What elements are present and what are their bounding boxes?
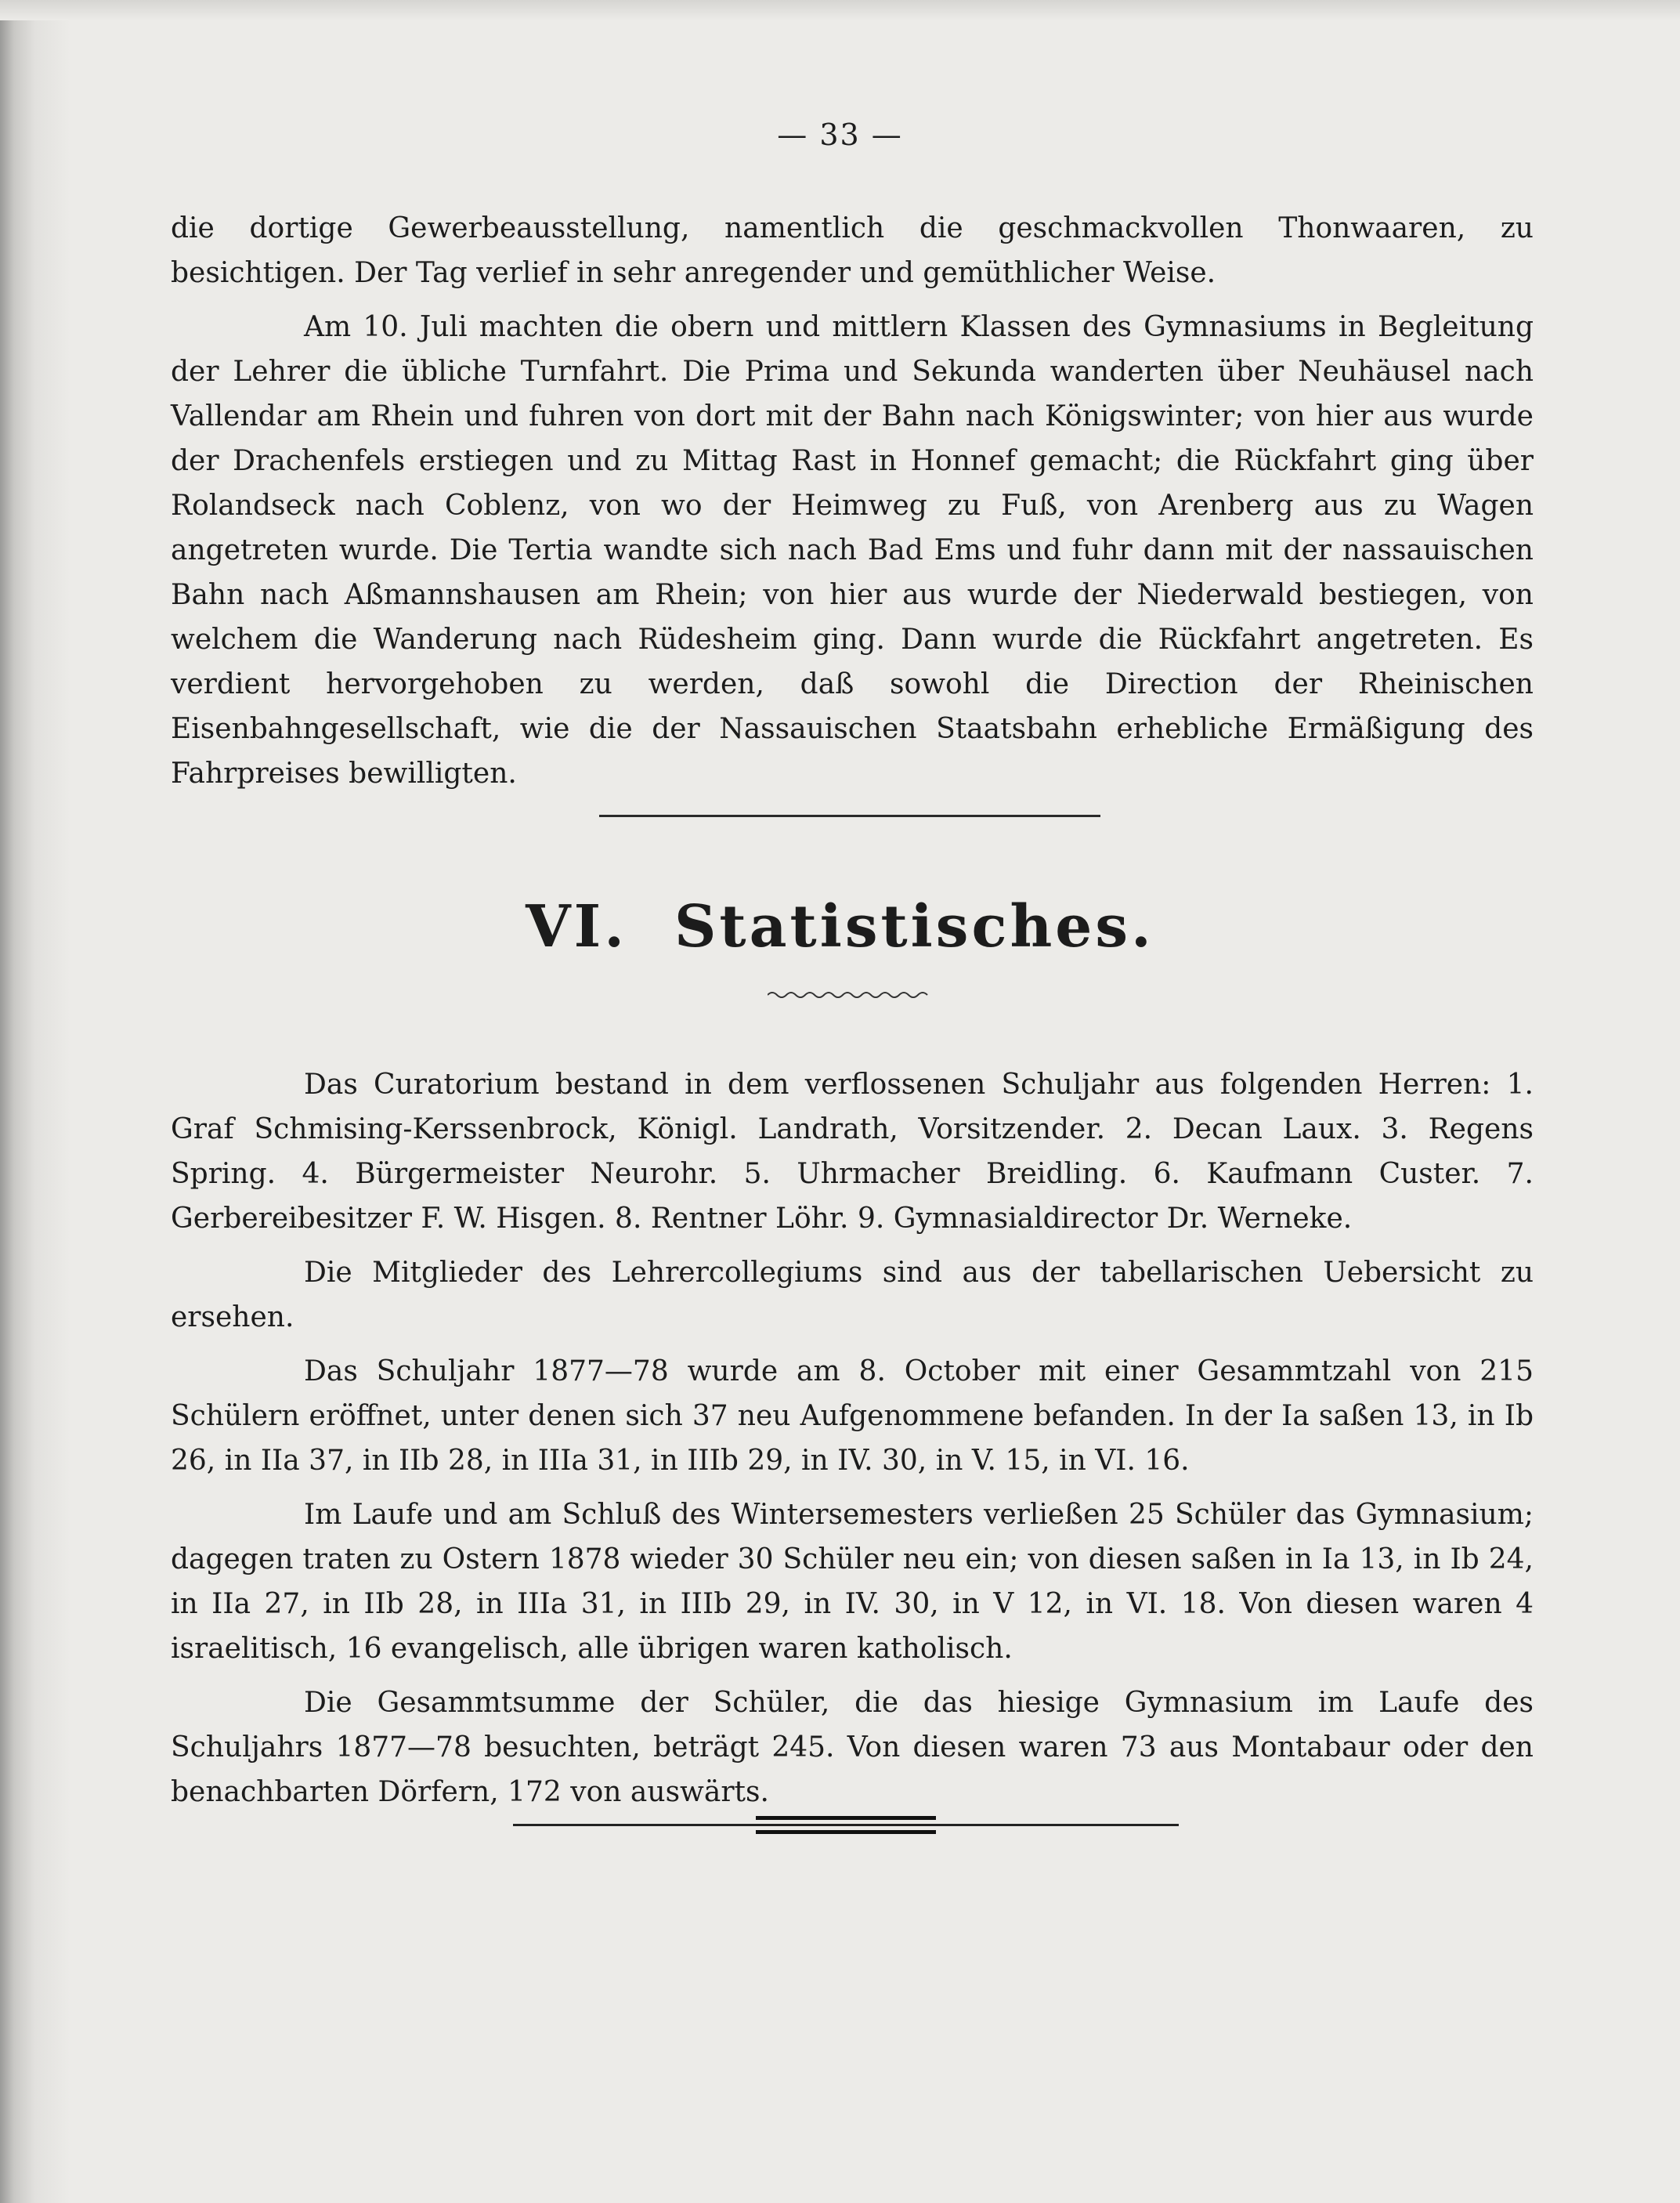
closing-ornament-rules [513, 1824, 1179, 1855]
paragraph-curatorium: Das Curatorium bestand in dem verflossenen Schuljahr aus folgenden Herren: 1. Graf Schmising-Kerssenbrock, Königl. Landrath, Vorsitzender. 2. Decan Laux. 3. Regens Spring. 4. Bürgermeister Neurohr. 5. Uhrmacher Breidling. 6. Kaufmann Custer. 7. Gerbereibesitzer F. W. Hisgen. 8. Rentner Löhr. 9. Gymnasialdirector Dr. Werneke. [171, 1069, 1534, 1235]
paragraph-schuljahr: Das Schuljahr 1877—78 wurde am 8. October mit einer Gesammtzahl von 215 Schülern eröffnet, unter denen sich 37 neu Aufgenommene befanden. In der Ia saßen 13, in Ib 26, in IIa 37, in IIb 28, in IIIa 31, in IIIb 29, in IV. 30, in V. 15, in VI. 16. [171, 1355, 1534, 1477]
wavy-ornament [768, 989, 932, 1004]
page-number: — 33 — [777, 118, 903, 152]
intro-text [171, 206, 1534, 805]
section-title: Statistisches. [674, 893, 1154, 960]
paragraph-lehrercollegium: Die Mitglieder des Lehrercollegiums sind aus der tabellarischen Uebersicht zu ersehen. [171, 1257, 1534, 1333]
page-top-edge [0, 0, 1680, 20]
paragraph-exhibition: die dortige Gewerbeausstellung, namentlich die geschmackvollen Thonwaaren, zu besichtigen. Der Tag verlief in sehr anregender und gemüthlicher Weise. [171, 212, 1534, 289]
closing-rule-short-lower [756, 1830, 936, 1834]
paragraph-wintersemester: Im Laufe und am Schluß des Wintersemesters verließen 25 Schüler das Gymnasium; dagegen traten zu Ostern 1878 wieder 30 Schüler neu ein; von diesen saßen in Ia 13, in Ib 24, in IIa 27, in IIb 28, in IIIa 31, in IIIb 29, in IV. 30, in V 12, in VI. 18. Von diesen waren 4 israelitisch, 16 evangelisch, alle übrigen waren katholisch. [171, 1499, 1534, 1665]
section-numeral: VI. [526, 893, 627, 960]
paragraph-turnfahrt: Am 10. Juli machten die obern und mittlern Klassen des Gymnasiums in Begleitung der Lehrer die übliche Turnfahrt. Die Prima und Sekunda wanderten über Neuhäusel nach Vallendar am Rhein und fuhren von dort mit der Bahn nach Königswinter; von hier aus wurde der Drachenfels erstiegen und zu Mittag Rast in Honnef gemacht; die Rückfahrt ging über Rolandseck nach Coblenz, von wo der Heimweg zu Fuß, von Arenberg aus zu Wagen angetreten wurde. Die Tertia wandte sich nach Bad Ems und fuhr dann mit der nassauischen Bahn nach Aßmannshausen am Rhein; von hier aus wurde der Niederwald bestiegen, von welchem die Wanderung nach Rüdesheim ging. Dann wurde die Rückfahrt angetreten. Es verdient hervorgehoben zu werden, daß sowohl die Direction der Rheinischen Eisenbahngesellschaft, wie die der Nassauischen Staatsbahn erhebliche Ermäßigung des Fahrpreises bewilligten. [171, 311, 1534, 790]
statistics-text [171, 1062, 1534, 1824]
closing-rule-short-upper [756, 1816, 936, 1820]
section-divider-rule [599, 815, 1100, 817]
paragraph-gesammtsumme: Die Gesammtsumme der Schüler, die das hiesige Gymnasium im Laufe des Schuljahrs 1877—78 besuchten, beträgt 245. Von diesen waren 73 aus Montabaur oder den benachbarten Dörfern, 172 von auswärts. [171, 1687, 1534, 1808]
section-heading [0, 893, 1680, 960]
closing-rule-long [513, 1824, 1179, 1826]
